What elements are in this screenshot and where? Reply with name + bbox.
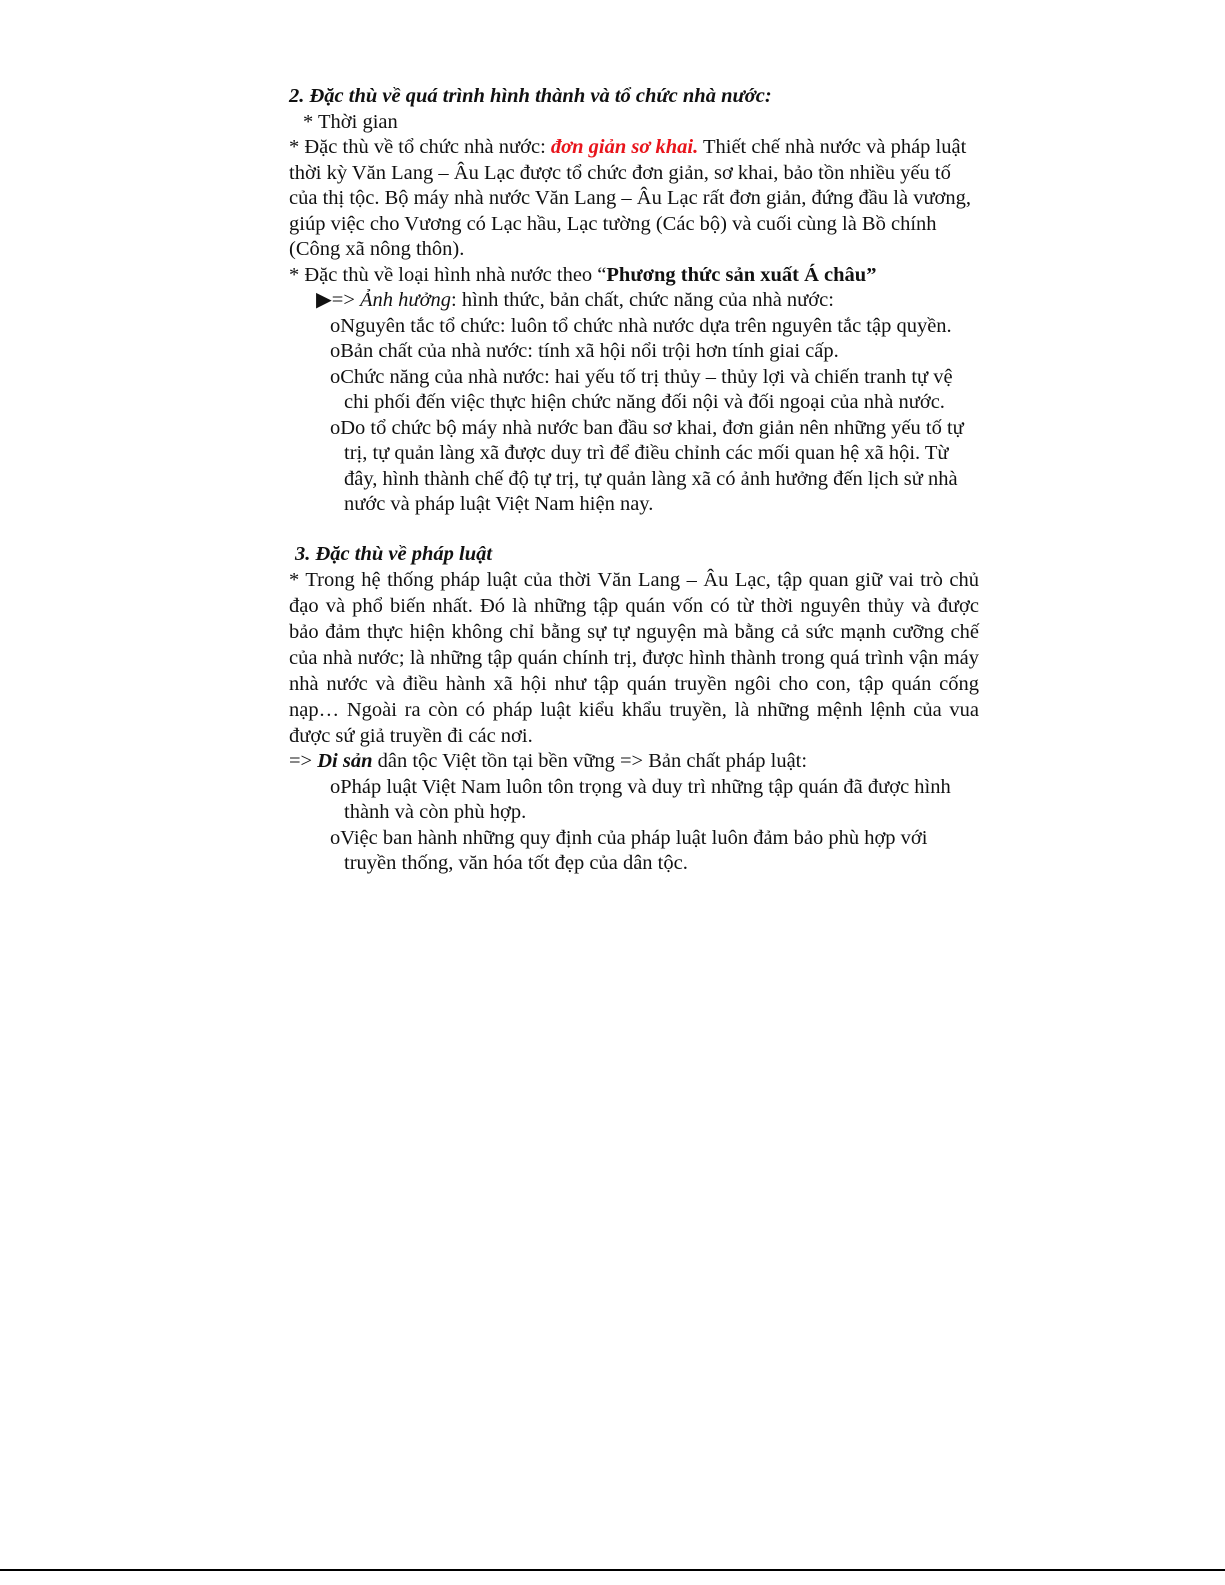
list-item: oDo tổ chức bộ máy nhà nước ban đầu sơ khai, đơn giản nên những yếu tố tự trị, tự quản làng xã được duy trì để điều chỉnh các mối quan hệ xã hội. Từ đây, hình thành chế độ tự trị, tự quản làng xã có ảnh hưởng đến lịch sử nhà nước và pháp luật Việt Nam hiện nay. [330, 416, 964, 515]
type-prefix: * Đặc thù về loại hình nhà nước theo “ [289, 263, 607, 286]
org-highlight: đơn giản sơ khai. [550, 136, 699, 158]
org-rest: Thiết chế nhà nước và pháp luật thời kỳ Văn Lang – Âu Lạc được tổ chức đơn giản, sơ khai, bảo tồn nhiều yếu tố của thị tộc. Bộ máy nhà nước Văn Lang – Âu Lạc rất đơn giản, đứng đầu là vương, giúp việc cho Vương có Lạc hầu, Lạc tường (Các bộ) và cuối cùng là Bồ chính (Công xã nông thôn). [289, 136, 972, 260]
list-item: oViệc ban hành những quy định của pháp luật luôn đảm bảo phù hợp với truyền thống, văn hóa tốt đẹp của dân tộc. [330, 826, 928, 874]
heritage-prefix: => [289, 750, 318, 772]
section-3-heading: 3. Đặc thù về pháp luật [295, 542, 493, 565]
type-bold: Phương thức sản xuất Á châu” [606, 263, 877, 286]
heritage-line [289, 749, 979, 775]
org-prefix: * Đặc thù về tổ chức nhà nước: [289, 136, 551, 158]
section-2-heading: 2. Đặc thù về quá trình hình thành và tổ chức nhà nước: [289, 85, 772, 107]
influence-line [289, 288, 979, 314]
list-item: oPháp luật Việt Nam luôn tôn trọng và duy trì những tập quán đã được hình thành và còn phù hợp. [330, 775, 951, 823]
influence-rest: : hình thức, bản chất, chức năng của nhà nước: [451, 289, 834, 311]
section-gap [289, 518, 979, 542]
heritage-rest: dân tộc Việt tồn tại bền vững => Bản chất pháp luật: [372, 750, 808, 772]
page-bottom-rule [0, 1569, 1225, 1571]
document-content [289, 84, 979, 877]
heritage-bold: Di sản [317, 750, 373, 772]
org-paragraph [289, 135, 979, 263]
arrow-icon: ▶=> [316, 289, 361, 311]
list-item: oBản chất của nhà nước: tính xã hội nổi trội hơn tính giai cấp. [330, 340, 839, 362]
time-line: * Thời gian [303, 110, 398, 133]
list-item: oChức năng của nhà nước: hai yếu tố trị thủy – thủy lợi và chiến tranh tự vệ chi phối đến việc thực hiện chức năng đối nội và đối ngoại của nhà nước. [330, 365, 953, 413]
law-paragraph: * Trong hệ thống pháp luật của thời Văn Lang – Âu Lạc, tập quan giữ vai trò chủ đạo và phổ biến nhất. Đó là những tập quán vốn có từ thời nguyên thủy và được bảo đảm thực hiện không chỉ bằng sự tự nguyện mà bằng cả sức mạnh cưỡng chế của nhà nước; là những tập quán chính trị, được hình thành trong quá trình vận máy nhà nước và điều hành xã hội như tập quán truyền ngôi cho con, tập quán cống nạp… Ngoài ra còn có pháp luật kiểu khẩu truyền, là những mệnh lệnh của vua được sứ giả truyền đi các nơi. [289, 569, 979, 747]
list-item: oNguyên tắc tổ chức: luôn tổ chức nhà nước dựa trên nguyên tắc tập quyền. [330, 314, 952, 337]
influence-label: Ảnh hưởng [360, 289, 452, 311]
type-paragraph [289, 263, 979, 289]
